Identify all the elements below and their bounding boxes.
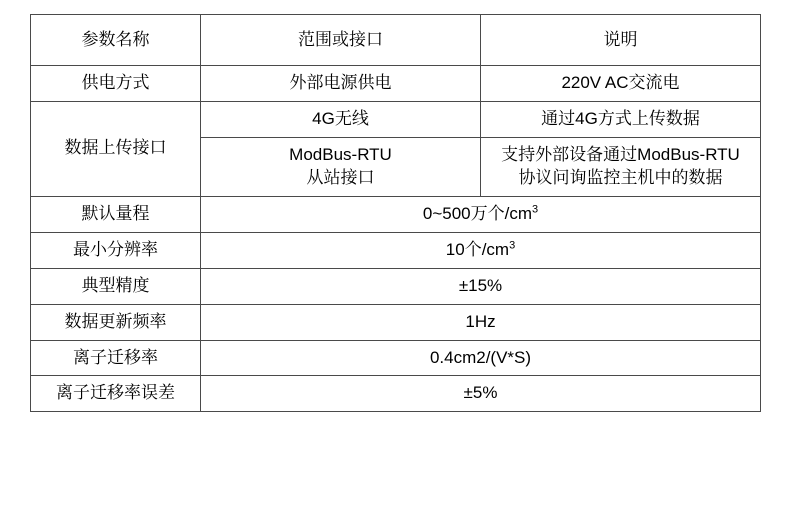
cell-4g-wireless-description: 通过4G方式上传数据 bbox=[481, 101, 761, 137]
cell-ion-mobility-value bbox=[201, 340, 761, 376]
cell-typical-accuracy-value bbox=[201, 268, 761, 304]
specification-table bbox=[30, 14, 761, 412]
cell-modbus-rtu-description bbox=[481, 137, 761, 196]
table-row bbox=[31, 340, 761, 376]
table-row bbox=[31, 101, 761, 137]
cell-data-update-frequency-value bbox=[201, 304, 761, 340]
table-row bbox=[31, 196, 761, 232]
cell-min-resolution-value bbox=[201, 232, 761, 268]
cell-power-supply-description: 220V AC交流电 bbox=[481, 66, 761, 102]
value-text: 0.4cm2/(V*S) bbox=[429, 347, 532, 367]
value-text: 10个/cm bbox=[445, 239, 510, 259]
table-row bbox=[31, 66, 761, 102]
cell-modbus-rtu-description-line1: 支持外部设备通过ModBus-RTU bbox=[501, 144, 740, 164]
table-row bbox=[31, 268, 761, 304]
cell-modbus-rtu-range bbox=[201, 137, 481, 196]
cell-modbus-rtu-range-line2: 从站接口 bbox=[306, 167, 375, 187]
cell-4g-wireless-range: 4G无线 bbox=[201, 101, 481, 137]
row-label-data-upload-interface: 数据上传接口 bbox=[31, 101, 201, 196]
column-header-description: 说明 bbox=[481, 15, 761, 66]
value-text: ±15% bbox=[458, 275, 503, 295]
cell-default-range-value bbox=[201, 196, 761, 232]
row-label-default-range: 默认量程 bbox=[31, 196, 201, 232]
row-label-ion-mobility-error: 离子迁移率误差 bbox=[31, 376, 201, 412]
cell-power-supply-range: 外部电源供电 bbox=[201, 66, 481, 102]
value-superscript: 3 bbox=[532, 203, 539, 216]
cell-modbus-rtu-description-line2: 协议问询监控主机中的数据 bbox=[518, 167, 723, 187]
table-header-row bbox=[31, 15, 761, 66]
column-header-range-interface: 范围或接口 bbox=[201, 15, 481, 66]
value-superscript: 3 bbox=[509, 239, 516, 252]
cell-ion-mobility-error-value bbox=[201, 376, 761, 412]
value-text: 1Hz bbox=[465, 311, 496, 331]
row-label-power-supply: 供电方式 bbox=[31, 66, 201, 102]
spec-table-container bbox=[30, 14, 760, 412]
value-text: 0~500万个/cm bbox=[422, 203, 532, 223]
column-header-parameter-name: 参数名称 bbox=[31, 15, 201, 66]
row-label-ion-mobility: 离子迁移率 bbox=[31, 340, 201, 376]
table-row bbox=[31, 304, 761, 340]
row-label-typical-accuracy: 典型精度 bbox=[31, 268, 201, 304]
row-label-min-resolution: 最小分辨率 bbox=[31, 232, 201, 268]
row-label-data-update-frequency: 数据更新频率 bbox=[31, 304, 201, 340]
cell-modbus-rtu-range-line1: ModBus-RTU bbox=[289, 144, 392, 164]
table-row bbox=[31, 232, 761, 268]
value-text: ±5% bbox=[463, 383, 498, 403]
table-row bbox=[31, 376, 761, 412]
